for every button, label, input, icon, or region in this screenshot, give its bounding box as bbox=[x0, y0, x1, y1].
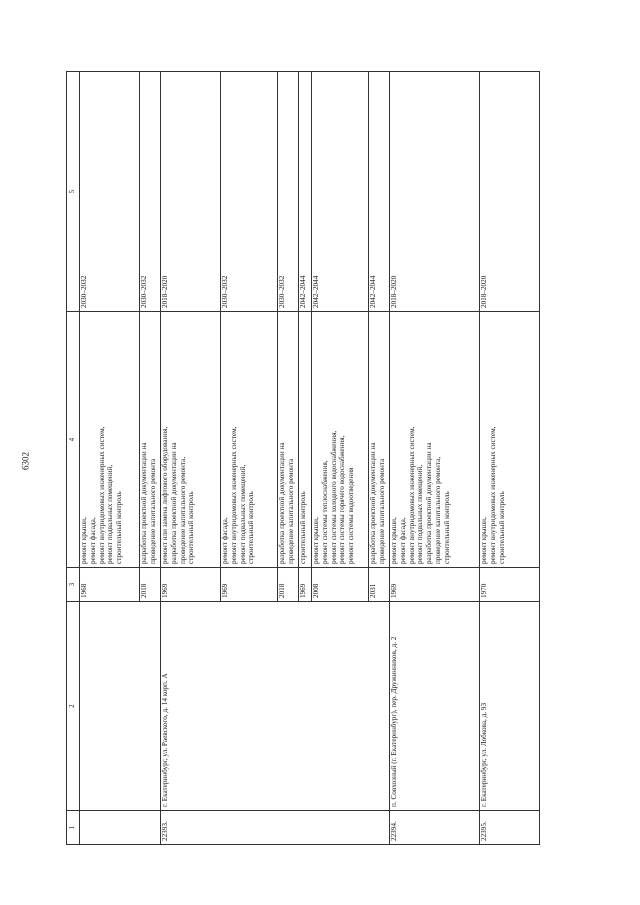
cell-num: 22393. bbox=[161, 811, 390, 845]
cell-works: ремонт фасада, ремонт внутридомовых инженерных систем, ремонт подвальных помещений, строительный контроль bbox=[221, 312, 278, 568]
cell-period: 2018–2020 bbox=[390, 72, 480, 312]
cell-year: 1968 bbox=[80, 568, 140, 602]
cell-period: 2042–2044 bbox=[299, 72, 312, 312]
cell-works: ремонт крыши, ремонт фасада, ремонт внутридомовых инженерных систем, ремонт подвальных помещений, разработка проектной документации на проведение капитального ремонта, строительный контроль bbox=[390, 312, 480, 568]
cell-works: ремонт крыши, ремонт фасада, ремонт внутридомовых инженерных систем, ремонт подвальных помещений, строительный контроль bbox=[80, 312, 140, 568]
cell-works: ремонт крыши, ремонт системы теплоснабжения, ремонт системы холодного водоснабжения, ремонт системы горячего водоснабжения, ремонт системы водоотведения bbox=[312, 312, 369, 568]
cell-period: 2030–2032 bbox=[278, 72, 299, 312]
cell-period: 2018–2020 bbox=[161, 72, 221, 312]
cell-year: 2018 bbox=[278, 568, 299, 602]
cell-works: ремонт крыши, ремонт внутридомовых инженерных систем, строительный контроль bbox=[480, 312, 540, 568]
col-header-1: 1 bbox=[67, 811, 80, 845]
cell-year: 1970 bbox=[480, 568, 540, 602]
cell-year: 1969 bbox=[390, 568, 480, 602]
cell-period: 2018–2020 bbox=[480, 72, 540, 312]
cell-address: п. Совхозный (г. Екатеринбург), пер. Дружинников, д. 2 bbox=[390, 602, 480, 811]
cell-year: 2031 bbox=[369, 568, 390, 602]
cell-period: 2030–2032 bbox=[80, 72, 140, 312]
cell-address: г. Екатеринбург, ул. Раевского, д. 14 корп. А bbox=[161, 602, 390, 811]
cell-address-continued bbox=[80, 602, 161, 811]
cell-year: 1969 bbox=[161, 568, 221, 602]
col-header-2: 2 bbox=[67, 602, 80, 811]
table-row bbox=[480, 72, 540, 845]
register-table-rotated bbox=[66, 77, 553, 845]
cell-year: 1969 bbox=[299, 568, 312, 602]
cell-works: ремонт или замена лифтового оборудования, разработка проектной документации на проведение капитального ремонта, строительный контроль bbox=[161, 312, 221, 568]
cell-year: 2008 bbox=[312, 568, 369, 602]
table-row bbox=[161, 72, 221, 845]
col-header-3: 3 bbox=[67, 568, 80, 602]
header-row bbox=[67, 72, 80, 845]
cell-works: строительный контроль bbox=[299, 312, 312, 568]
register-table-frame bbox=[66, 77, 553, 845]
cell-address: г. Екатеринбург, ул. Лобкова, д. 93 bbox=[480, 602, 540, 811]
cell-period: 2030–2032 bbox=[140, 72, 161, 312]
cell-year: 1969 bbox=[221, 568, 278, 602]
col-header-5: 5 bbox=[67, 72, 80, 312]
cell-works: разработка проектной документации на проведение капитального ремонта bbox=[278, 312, 299, 568]
table-row bbox=[80, 72, 140, 845]
page-number: 6302 bbox=[20, 452, 31, 470]
cell-period: 2030–2032 bbox=[221, 72, 278, 312]
cell-num-continued bbox=[80, 811, 161, 845]
table-row bbox=[390, 72, 480, 845]
cell-period: 2042–2044 bbox=[312, 72, 369, 312]
cell-year: 2018 bbox=[140, 568, 161, 602]
cell-works: разработка проектной документации на проведение капитального ремонта bbox=[140, 312, 161, 568]
col-header-4: 4 bbox=[67, 312, 80, 568]
cell-works: разработка проектной документации на проведение капитального ремонта bbox=[369, 312, 390, 568]
cell-num: 22394. bbox=[390, 811, 480, 845]
capital-repair-register-table bbox=[66, 71, 540, 845]
cell-period: 2042–2044 bbox=[369, 72, 390, 312]
cell-num: 22395. bbox=[480, 811, 540, 845]
